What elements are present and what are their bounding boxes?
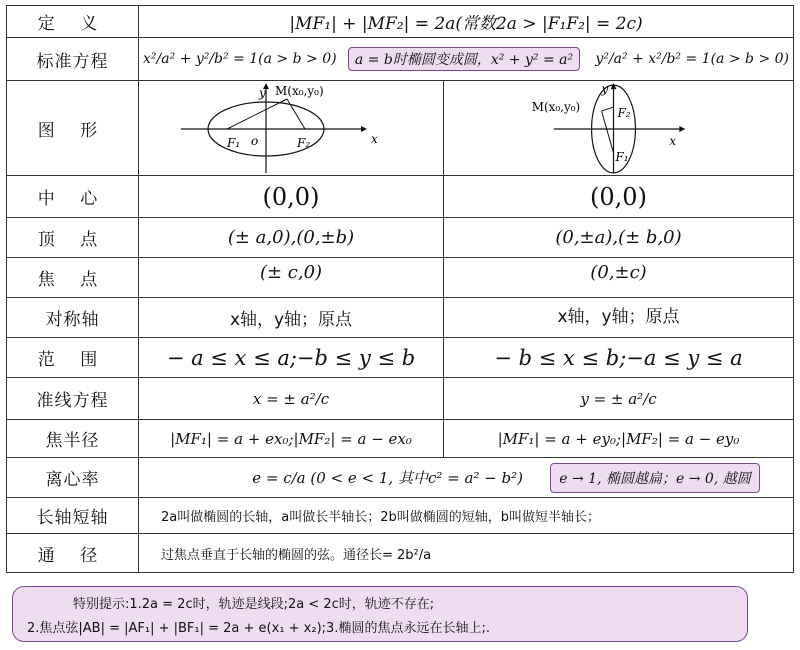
row-definition <box>7 6 793 38</box>
row-label: 长轴短轴 <box>7 498 139 533</box>
row-symmetry <box>7 298 793 338</box>
row-label: 准线方程 <box>7 378 139 419</box>
figure-horizontal-ellipse <box>139 81 443 175</box>
f2-label: F₂ <box>297 136 311 150</box>
y-axis-label: y <box>259 86 266 100</box>
symmetry-left: x轴，y轴；原点 <box>229 310 353 330</box>
row-label: 通 径 <box>7 534 139 572</box>
row-focal-radius <box>7 420 793 458</box>
row-label: 范 围 <box>7 338 139 377</box>
row-figure <box>7 81 793 176</box>
standard-eq-left: x²/a² + y²/b² = 1(a > b > 0) <box>143 51 337 67</box>
center-right: (0,0) <box>443 176 793 217</box>
eccentricity-note: e → 1, 椭圆越扁；e → 0, 越圆 <box>527 458 783 497</box>
circle-note: a = b时椭圆变成圆，x² + y² = a² <box>329 38 599 80</box>
f1-label: F₁ <box>615 149 629 164</box>
ellipse-property-table <box>6 5 794 573</box>
row-axes <box>7 498 793 534</box>
horizontal-ellipse-diagram <box>139 81 443 175</box>
directrix-right: y = ± a²/c <box>443 378 793 419</box>
vertical-ellipse-diagram <box>444 81 793 175</box>
latus-description: 过焦点垂直于长轴的椭圆的弦。通径长= 2b²/a <box>161 547 432 563</box>
row-label: 焦半径 <box>7 420 139 457</box>
vertex-right: (0,±a),(± b,0) <box>443 218 793 257</box>
directrix-left: x = ± a²/c <box>252 389 330 408</box>
focus-right: (0,±c) <box>443 258 793 297</box>
row-directrix <box>7 378 793 420</box>
figure-vertical-ellipse <box>443 81 793 175</box>
axes-description: 2a叫做椭圆的长轴，a叫做长半轴长；2b叫做椭圆的短轴，b叫做短半轴长； <box>161 510 600 525</box>
row-label: 离心率 <box>7 458 139 497</box>
focal-radius-right: |MF₁| = a + ey₀;|MF₂| = a − ey₀ <box>443 420 793 457</box>
standard-eq-right: y²/a² + x²/b² = 1(a > b > 0) <box>595 51 789 67</box>
point-m-label: M(x₀,y₀) <box>275 84 324 98</box>
row-latus-rectum <box>7 534 793 572</box>
focus-left: (± c,0) <box>259 262 323 283</box>
focal-radius-left: |MF₁| = a + ex₀;|MF₂| = a − ex₀ <box>170 429 412 448</box>
row-label: 图 形 <box>7 81 139 175</box>
center-left: (0,0) <box>262 182 320 211</box>
f2-label: F₂ <box>617 106 631 121</box>
x-axis-label: x <box>669 133 677 148</box>
row-standard-equation <box>7 38 793 81</box>
row-center <box>7 176 793 218</box>
range-left: − a ≤ x ≤ a;−b ≤ y ≤ b <box>166 345 416 370</box>
f1-label: F₁ <box>227 136 241 150</box>
row-focus <box>7 258 793 298</box>
tip-line-2: 2.焦点弦|AB| = |AF₁| + |BF₁| = 2a + e(x₁ + x₂);3.椭圆的焦点永远在长轴上;. <box>27 621 490 636</box>
row-label: 顶 点 <box>7 218 139 257</box>
x-axis-label: x <box>371 132 378 146</box>
origin-label: o <box>251 134 259 148</box>
vertex-left: (± a,0),(0,±b) <box>227 227 355 248</box>
special-tips-box <box>12 586 748 642</box>
definition-formula: |MF₁| + |MF₂| = 2a(常数2a > |F₁F₂| = 2c) <box>289 14 643 34</box>
symmetry-right: x轴，y轴；原点 <box>443 298 793 337</box>
tip-line-1: 特别提示:1.2a = 2c时，轨迹是线段;2a < 2c时，轨迹不存在; <box>73 597 435 612</box>
row-eccentricity <box>7 458 793 498</box>
row-vertex <box>7 218 793 258</box>
y-axis-label: y <box>601 82 609 97</box>
row-label: 对称轴 <box>7 298 139 337</box>
eccentricity-formula: e = c/a (0 < e < 1, 其中c² = a² − b²) <box>252 469 523 487</box>
row-label: 定 义 <box>7 6 139 37</box>
point-m-label: M(x₀,y₀) <box>531 100 581 115</box>
row-label: 焦 点 <box>7 258 139 297</box>
row-range <box>7 338 793 378</box>
row-label: 标准方程 <box>7 38 139 80</box>
row-label: 中 心 <box>7 176 139 217</box>
range-right: − b ≤ x ≤ b;−a ≤ y ≤ a <box>443 338 793 377</box>
